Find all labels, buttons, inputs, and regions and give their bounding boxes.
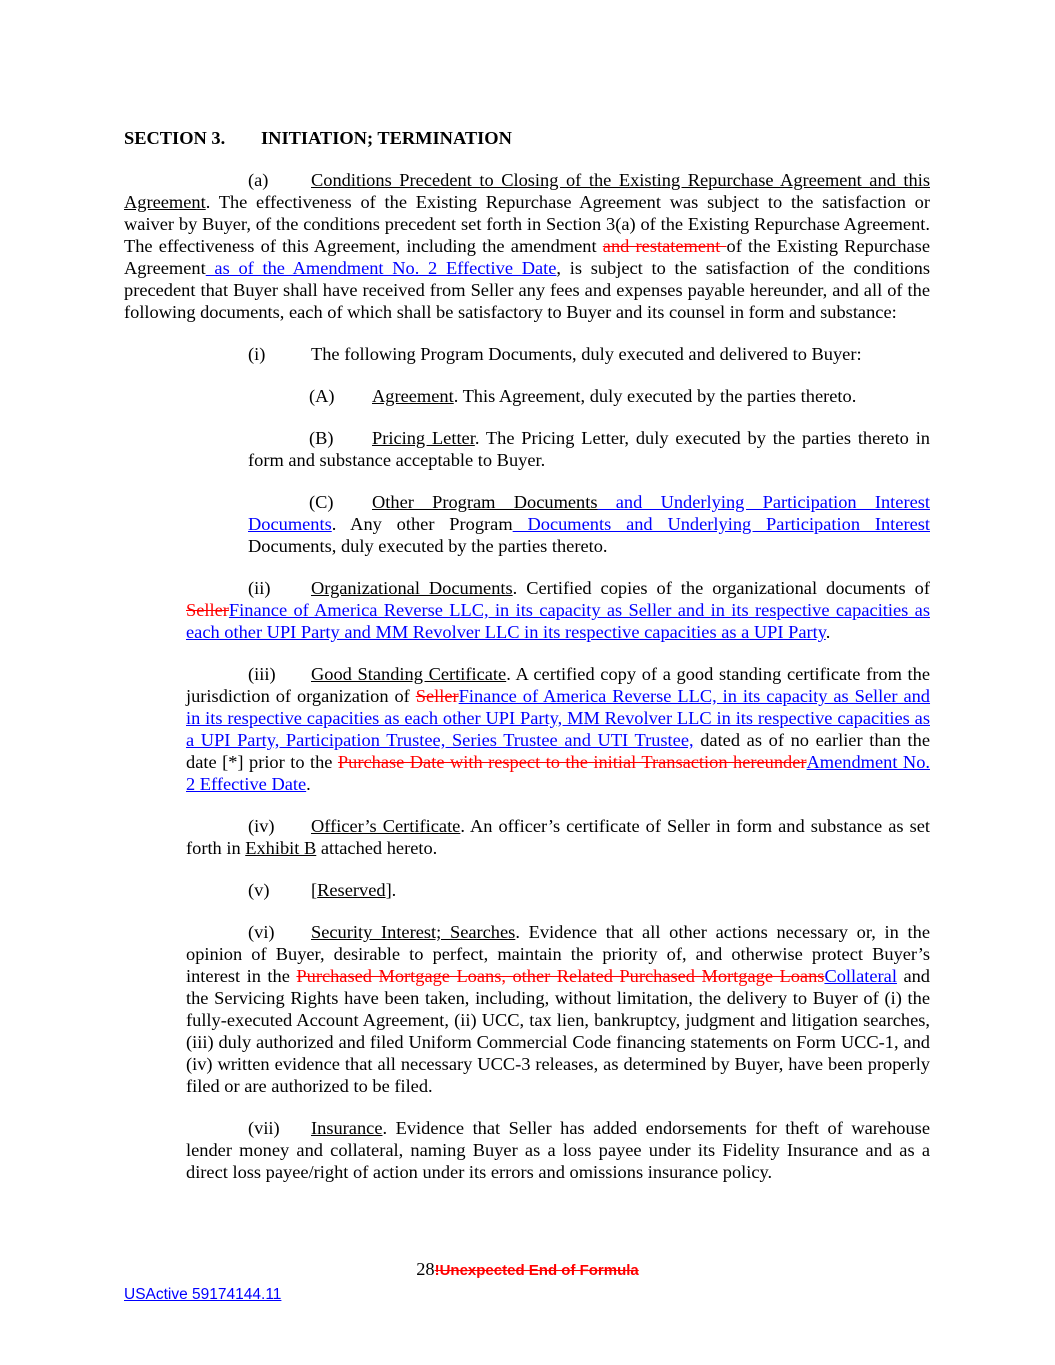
text-segment: [ xyxy=(311,880,318,900)
paragraph-iv xyxy=(186,815,930,859)
paragraph-a xyxy=(124,169,930,323)
inserted-text: Documents and Underlying Participation Interest xyxy=(512,514,930,534)
first-line-indent xyxy=(186,895,248,896)
first-line-indent xyxy=(186,831,248,832)
first-line-indent xyxy=(248,507,309,508)
text-segment: . A certified copy of a good standing certificate from the jurisdiction of organization of xyxy=(186,664,930,706)
paragraph-C xyxy=(248,491,930,557)
text-segment: . Certified copies of the organizational documents of xyxy=(512,578,930,598)
underlined-text: Pricing Letter xyxy=(372,428,475,448)
deleted-text: Purchase Date with respect to the initial Transaction hereunder xyxy=(337,752,807,772)
underlined-text: Agreement xyxy=(372,386,454,406)
list-label: (C) xyxy=(309,492,334,512)
document-id-stamp: USActive 59174144.11 xyxy=(124,1286,282,1303)
underlined-text: Reserved xyxy=(317,880,386,900)
paragraph-vii xyxy=(186,1117,930,1183)
deleted-text: Seller xyxy=(186,600,229,620)
text-segment: . An officer’s certificate of Seller in form and substance as set forth in xyxy=(186,816,931,858)
inserted-text: and Underlying Participation Interest Documents xyxy=(248,492,930,534)
text-segment: . Evidence that all other actions necessary or, in the opinion of Buyer, desirable to perfect, maintain the priority of, and otherwise protect Buyer’s interest in the xyxy=(186,922,931,986)
section-heading xyxy=(124,127,930,149)
paragraph-v xyxy=(186,879,930,901)
text-segment: Documents, duly executed by the parties thereto. xyxy=(248,536,608,556)
section-number: SECTION 3. xyxy=(124,128,226,148)
list-label: (B) xyxy=(309,428,334,448)
list-label: (vi) xyxy=(248,922,275,942)
list-label: (ii) xyxy=(248,578,271,598)
text-segment: . The effectiveness of the Existing Repurchase Agreement was subject to the satisfaction or waiver by Buyer, of the conditions precedent set forth in Section 3(a) of the Existing Repurchase Agreement. The effectiveness of this Agreement, including the amendment xyxy=(124,192,930,256)
text-segment: and the Servicing Rights have been taken, including, without limitation, the delivery to Buyer of (i) the fully-executed Account Agreement, (ii) UCC, tax lien, bankruptcy, judgment and litigation searches, (iii) duly authorized and filed Uniform Commercial Code financing statements on Form UCC-1, and (iv) written evidence that all necessary UCC-3 releases, as determined by Buyer, have been properly filed or are authorized to be filed. xyxy=(186,966,930,1096)
document-content xyxy=(124,127,930,1203)
text-segment: . Any other Program xyxy=(331,514,513,534)
inserted-text: Amendment No. 2 Effective Date xyxy=(186,752,930,794)
list-label: (iv) xyxy=(248,816,275,836)
text-segment: The following Program Documents, duly executed and delivered to Buyer: xyxy=(311,344,862,364)
list-label: (i) xyxy=(248,344,266,364)
paragraph-i xyxy=(186,343,930,365)
first-line-indent xyxy=(186,359,248,360)
underlined-text: Other Program Documents xyxy=(372,492,598,512)
list-label: (a) xyxy=(248,170,269,190)
text-segment: . The Pricing Letter, duly executed by the parties thereto in form and substance acceptable to Buyer. xyxy=(248,428,930,470)
first-line-indent xyxy=(248,443,309,444)
deleted-text: Purchased Mortgage Loans, other Related Purchased Mortgage Loans xyxy=(296,966,825,986)
section-title: INITIATION; TERMINATION xyxy=(261,128,512,148)
first-line-indent xyxy=(248,401,309,402)
first-line-indent xyxy=(186,937,248,938)
formula-error-annotation: !Unexpected End of Formula xyxy=(434,1262,639,1279)
text-segment: of the Existing Repurchase Agreement xyxy=(124,236,931,278)
underlined-text: Officer’s Certificate xyxy=(311,816,461,836)
inserted-text: Finance of America Reverse LLC, in its capacity as Seller and in its respective capacities as each other UPI Party and MM Revolver LLC in its respective capacities as a UPI Party xyxy=(186,600,930,642)
first-line-indent xyxy=(186,1133,248,1134)
inserted-text: as of the Amendment No. 2 Effective Date xyxy=(205,258,557,278)
paragraph-A xyxy=(248,385,930,407)
page-number: 28 xyxy=(416,1259,435,1279)
text-segment: ]. xyxy=(385,880,397,900)
first-line-indent xyxy=(186,593,248,594)
deleted-text: Seller xyxy=(415,686,459,706)
text-segment: attached hereto. xyxy=(316,838,438,858)
list-label: (iii) xyxy=(248,664,276,684)
text-segment: dated as of no earlier than the date [*] prior to the xyxy=(186,730,930,772)
deleted-text: and restatement xyxy=(602,236,727,256)
inserted-text: Collateral xyxy=(824,966,897,986)
page-footer xyxy=(0,1258,1055,1282)
paragraph-iii xyxy=(186,663,930,795)
underlined-text: Conditions Precedent to Closing of the Existing Repurchase Agreement and this Agreement xyxy=(124,170,930,212)
text-segment: , is subject to the satisfaction of the conditions precedent that Buyer shall have received from Seller any fees and expenses payable hereunder, and all of the following documents, each of which shall be satisfactory to Buyer and its counsel in form and substance: xyxy=(124,258,930,322)
underlined-text: Security Interest; Searches xyxy=(311,922,516,942)
list-label: (vii) xyxy=(248,1118,280,1138)
list-label: (v) xyxy=(248,880,270,900)
first-line-indent xyxy=(186,679,248,680)
text-segment: . xyxy=(306,774,311,794)
text-segment: . Evidence that Seller has added endorsements for theft of warehouse lender money and collateral, naming Buyer as a loss payee under its Fidelity Insurance and as a direct loss payee/right of action under its errors and omissions insurance policy. xyxy=(186,1118,930,1182)
inserted-text: Finance of America Reverse LLC, in its capacity as Seller and in its respective capacities as each other UPI Party, MM Revolver LLC in its respective capacities as a UPI Party, Participation Trustee, Series Trustee and UTI Trustee, xyxy=(186,686,931,750)
underlined-text: Good Standing Certificate xyxy=(311,664,507,684)
first-line-indent xyxy=(124,185,248,186)
paragraph-ii xyxy=(186,577,930,643)
underlined-text: Organizational Documents xyxy=(311,578,513,598)
text-segment: . xyxy=(825,622,831,642)
paragraph-vi xyxy=(186,921,930,1097)
underlined-text: Insurance xyxy=(311,1118,383,1138)
underlined-text: Exhibit B xyxy=(245,838,317,858)
list-label: (A) xyxy=(309,386,335,406)
paragraph-list xyxy=(124,169,930,1183)
paragraph-B xyxy=(248,427,930,471)
text-segment: . This Agreement, duly executed by the parties thereto. xyxy=(453,386,857,406)
